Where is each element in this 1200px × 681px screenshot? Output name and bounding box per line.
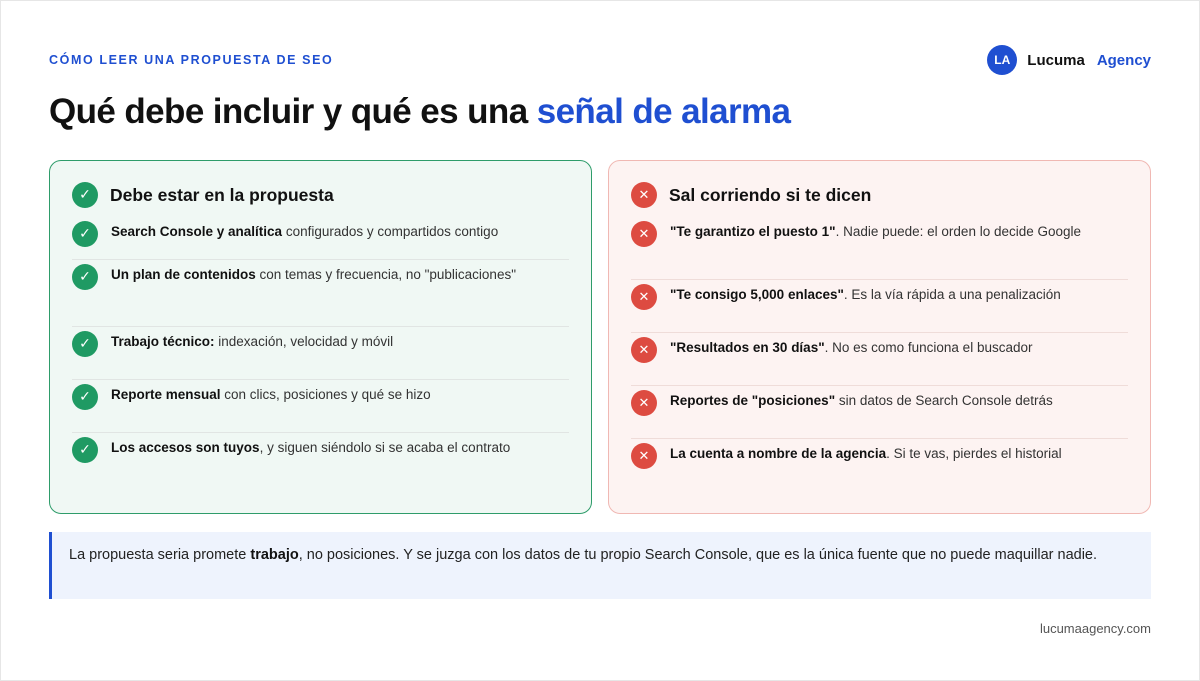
bad-list bbox=[631, 217, 1128, 492]
x-icon: ✕ bbox=[631, 284, 657, 310]
check-icon: ✓ bbox=[72, 182, 98, 208]
good-card-title: Debe estar en la propuesta bbox=[110, 184, 334, 205]
brand-accent: Agency bbox=[1096, 51, 1151, 69]
good-list-item bbox=[72, 433, 569, 486]
note-bold: trabajo bbox=[250, 547, 299, 563]
eyebrow-label: CÓMO LEER UNA PROPUESTA DE SEO bbox=[49, 53, 334, 67]
item-bold: Un plan de contenidos bbox=[111, 267, 256, 282]
item-bold: "Resultados en 30 días" bbox=[670, 340, 825, 355]
item-text: . Si te vas, pierdes el historial bbox=[886, 446, 1062, 461]
note-text: La propuesta seria promete bbox=[69, 547, 251, 563]
check-icon: ✓ bbox=[72, 264, 98, 290]
item-text: . Es la vía rápida a una penalización bbox=[843, 287, 1061, 302]
item-text: sin datos de Search Console detrás bbox=[835, 393, 1053, 408]
check-icon: ✓ bbox=[72, 437, 98, 463]
brand-badge: LA bbox=[987, 45, 1017, 75]
x-icon: ✕ bbox=[631, 337, 657, 363]
item-bold: Reportes de "posiciones" bbox=[670, 393, 836, 408]
item-text: . No es como funciona el buscador bbox=[824, 340, 1033, 355]
good-card-header bbox=[72, 181, 569, 209]
item-text: configurados y compartidos contigo bbox=[282, 224, 499, 239]
item-bold: Reporte mensual bbox=[111, 387, 221, 402]
bad-list-item bbox=[631, 386, 1128, 439]
item-text: . Nadie puede: el orden lo decide Google bbox=[835, 224, 1082, 239]
good-card bbox=[49, 160, 592, 514]
item-text: con clics, posiciones y qué se hizo bbox=[220, 387, 431, 402]
item-bold: Search Console y analítica bbox=[111, 224, 283, 239]
item-text: indexación, velocidad y móvil bbox=[214, 334, 394, 349]
bad-card bbox=[608, 160, 1151, 514]
good-list-item bbox=[72, 260, 569, 327]
callout-note bbox=[49, 532, 1151, 599]
title-highlight: señal de alarma bbox=[536, 92, 791, 131]
x-icon: ✕ bbox=[631, 443, 657, 469]
bad-list-item bbox=[631, 217, 1128, 280]
x-icon: ✕ bbox=[631, 390, 657, 416]
good-list-item bbox=[72, 217, 569, 260]
x-icon: ✕ bbox=[631, 182, 657, 208]
brand-logo bbox=[987, 45, 1151, 75]
bad-card-title: Sal corriendo si te dicen bbox=[669, 184, 872, 205]
check-icon: ✓ bbox=[72, 221, 98, 247]
bad-card-header bbox=[631, 181, 1128, 209]
brand-name: Lucuma bbox=[1027, 51, 1085, 69]
item-bold: "Te consigo 5,000 enlaces" bbox=[670, 287, 844, 302]
bad-list-item bbox=[631, 439, 1128, 492]
item-text: , y siguen siéndolo si se acaba el contrato bbox=[259, 440, 511, 455]
check-icon: ✓ bbox=[72, 331, 98, 357]
item-bold: "Te garantizo el puesto 1" bbox=[670, 224, 836, 239]
item-bold: Los accesos son tuyos bbox=[111, 440, 260, 455]
check-icon: ✓ bbox=[72, 384, 98, 410]
good-list-item bbox=[72, 327, 569, 380]
bad-list-item bbox=[631, 333, 1128, 386]
page-title bbox=[49, 92, 790, 132]
bad-list-item bbox=[631, 280, 1128, 333]
item-text: con temas y frecuencia, no "publicaciones" bbox=[255, 267, 516, 282]
note-text: , no posiciones. Y se juzga con los datos de tu propio Search Console, que es la única fuente que no puede maquillar nadie. bbox=[298, 547, 1098, 563]
x-icon: ✕ bbox=[631, 221, 657, 247]
item-bold: La cuenta a nombre de la agencia bbox=[670, 446, 887, 461]
item-bold: Trabajo técnico: bbox=[111, 334, 215, 349]
title-lead: Qué debe incluir y qué es una bbox=[49, 92, 537, 131]
footer-url: lucumaagency.com bbox=[1039, 621, 1151, 636]
good-list bbox=[72, 217, 569, 486]
good-list-item bbox=[72, 380, 569, 433]
